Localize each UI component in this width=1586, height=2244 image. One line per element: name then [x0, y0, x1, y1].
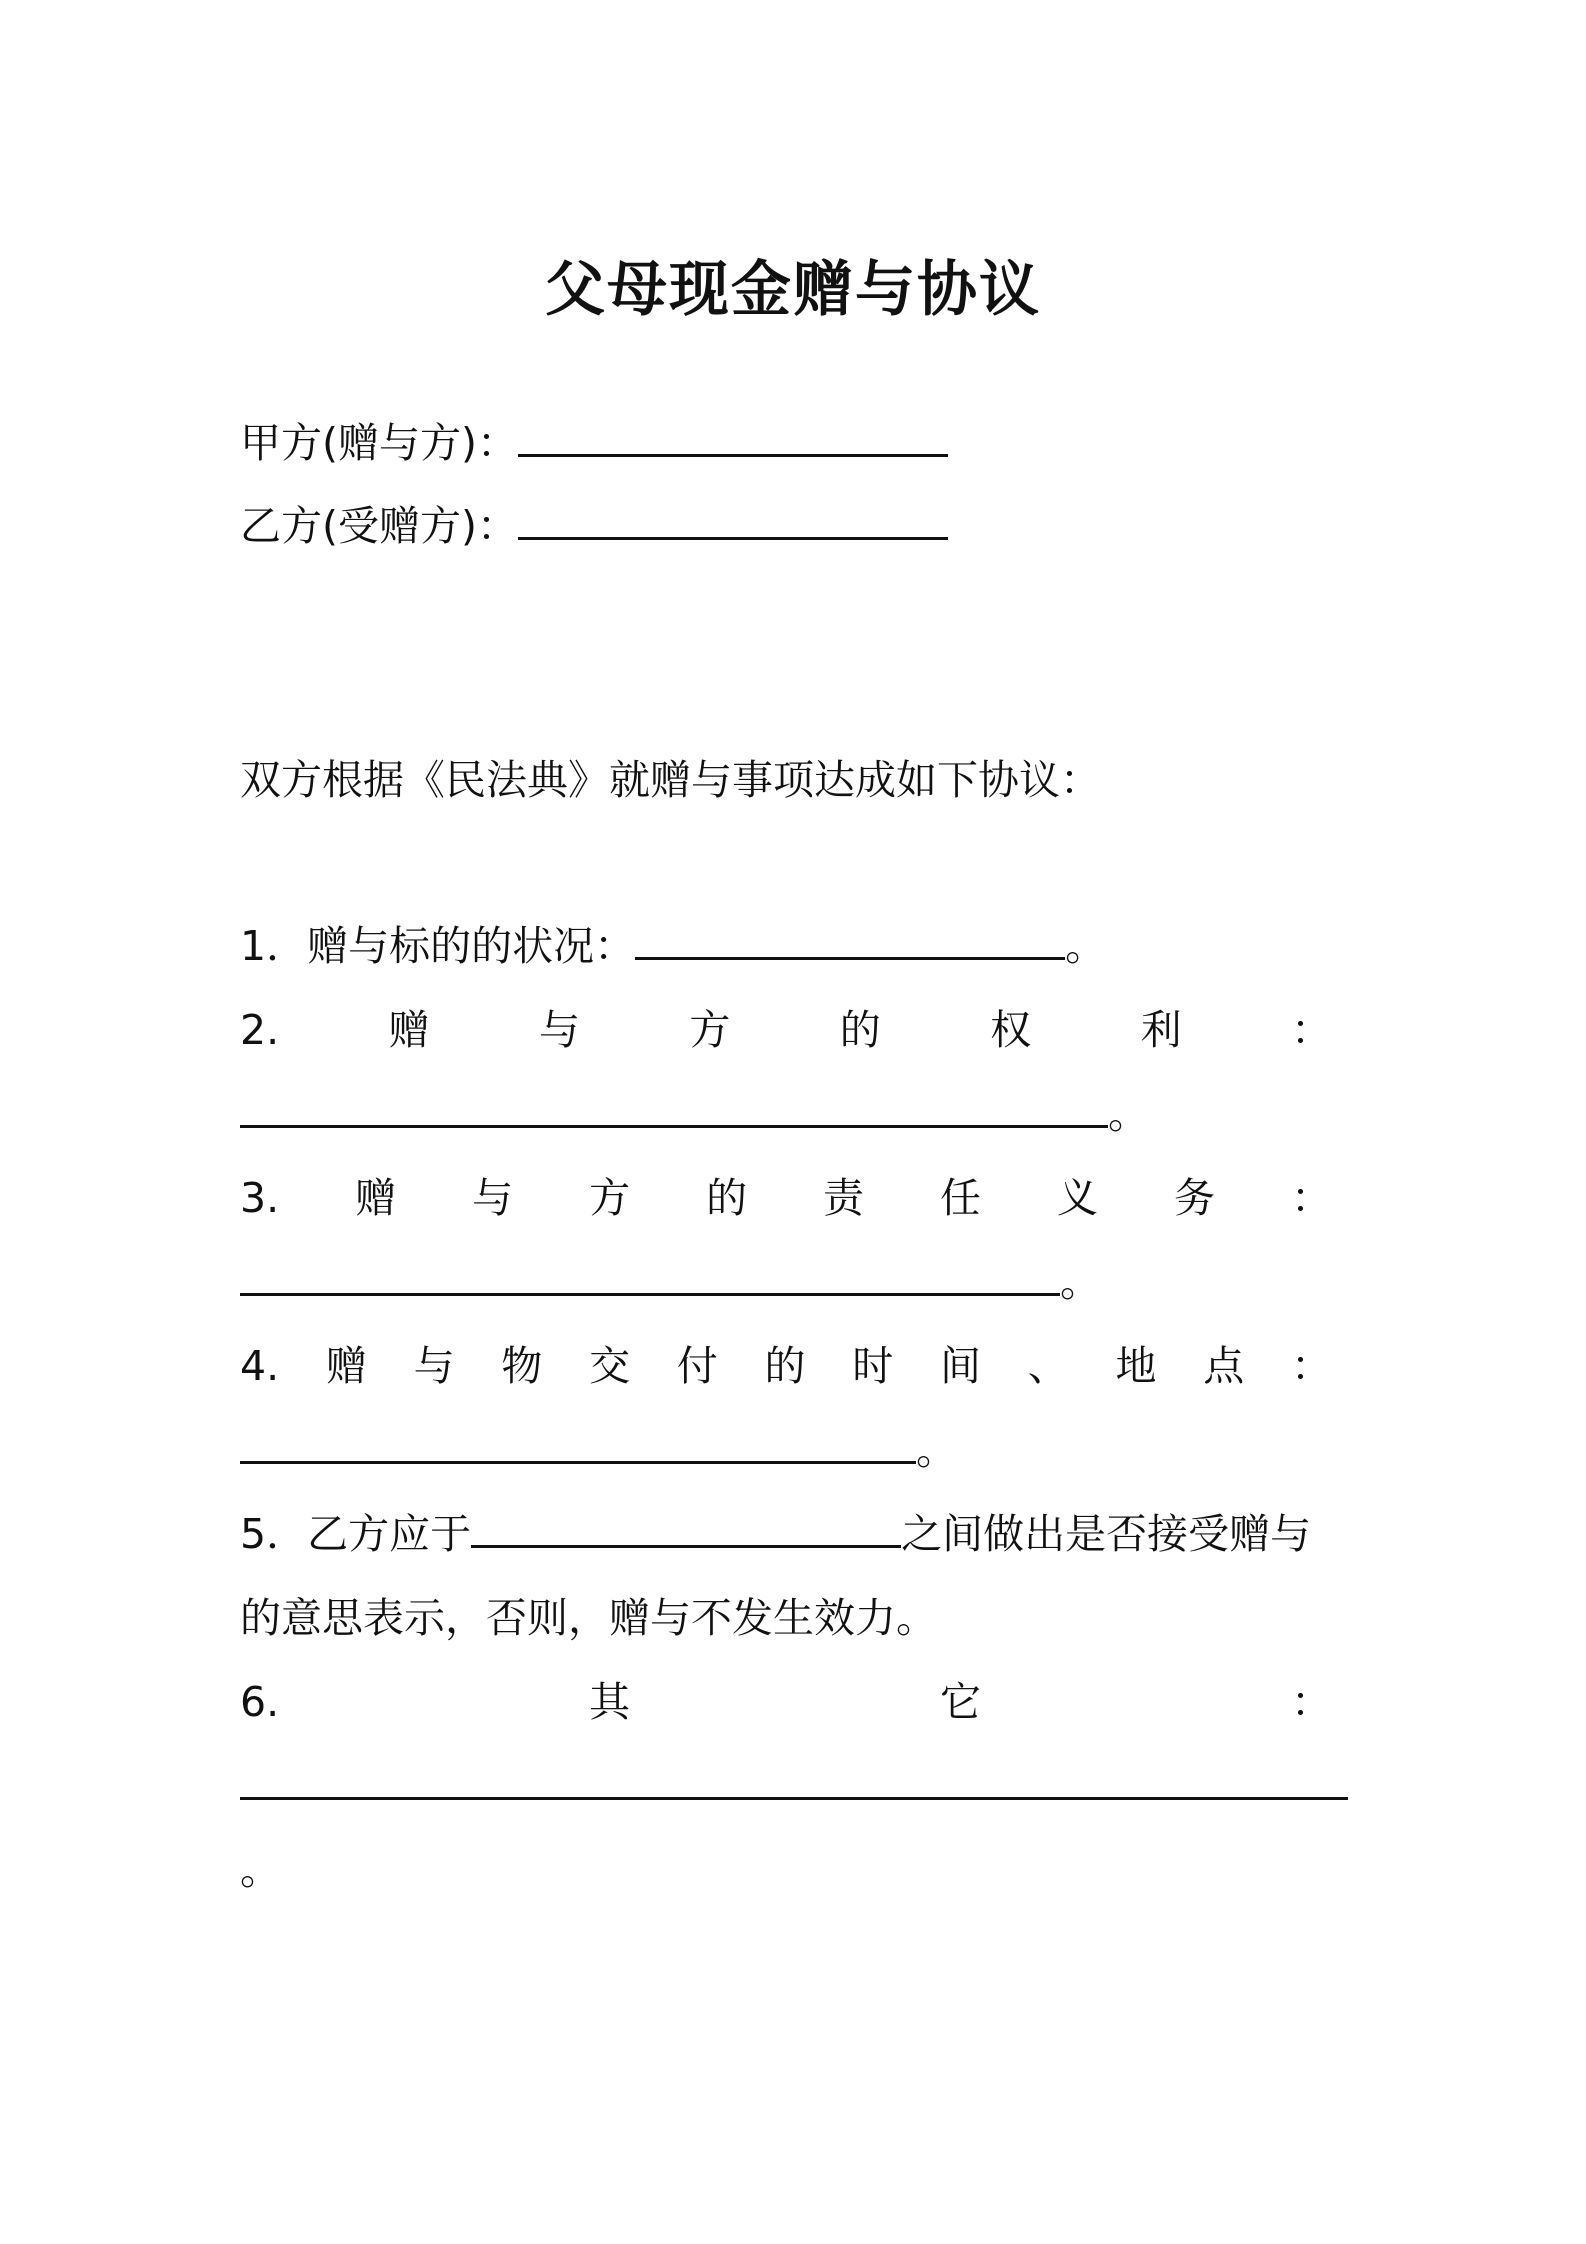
- item-1-end: 。: [1065, 922, 1107, 970]
- item-2-char: 与: [538, 1006, 580, 1054]
- item-5-suffix: 之间做出是否接受赠与: [901, 1510, 1312, 1558]
- item-4-char: 交: [589, 1342, 631, 1390]
- item-2-heading: [240, 1002, 1332, 1058]
- item-3-char: ：: [1290, 1174, 1332, 1222]
- party-a-line: [240, 415, 948, 471]
- item-4-char: 间: [940, 1342, 981, 1390]
- item-5-prefix: 5．乙方应于: [240, 1510, 472, 1558]
- item-1: [240, 918, 1106, 974]
- item-5-blank[interactable]: [471, 1543, 901, 1548]
- item-3-end: 。: [1060, 1258, 1101, 1306]
- item-2-char: 赠: [388, 1006, 430, 1054]
- party-a-label: 甲方(赠与方)：: [240, 419, 518, 467]
- item-4-char: 4.: [240, 1342, 280, 1390]
- item-5-line-2: 的意思表示，否则，赠与不发生效力。: [240, 1594, 937, 1642]
- item-2-end: 。: [1108, 1090, 1149, 1138]
- item-3-char: 3.: [240, 1174, 280, 1222]
- item-2-char: 的: [839, 1006, 881, 1054]
- item-1-blank[interactable]: [635, 955, 1065, 960]
- intro-text: 双方根据《民法典》就赠与事项达成如下协议：: [240, 756, 1101, 804]
- item-3-char: 义: [1057, 1174, 1099, 1222]
- item-6-answer: [240, 1758, 1348, 1814]
- item-6-end: 。: [240, 1846, 281, 1894]
- document-title: 父母现金赠与协议: [545, 255, 1041, 325]
- item-3-char: 责: [823, 1174, 865, 1222]
- item-4-char: 与: [413, 1342, 455, 1390]
- party-b-label: 乙方(受赠方)：: [240, 502, 518, 550]
- item-3-answer: [240, 1254, 1101, 1310]
- item-2-char: 利: [1140, 1006, 1182, 1054]
- item-3-char: 的: [706, 1174, 748, 1222]
- item-4-char: 付: [676, 1342, 718, 1390]
- item-4-char: 地: [1115, 1342, 1157, 1390]
- item-4-end: 。: [916, 1426, 957, 1474]
- item-2-char: 权: [990, 1006, 1032, 1054]
- item-6-char: ：: [1290, 1678, 1332, 1726]
- item-5-line-1: [240, 1506, 1311, 1562]
- item-6-char: 6.: [240, 1678, 280, 1726]
- party-a-blank[interactable]: [518, 452, 948, 457]
- item-1-label: 1．赠与标的的状况：: [240, 922, 636, 970]
- party-b-line: [240, 498, 948, 554]
- item-4-heading: [240, 1338, 1332, 1394]
- item-2-char: 方: [689, 1006, 731, 1054]
- item-2-char: ：: [1290, 1006, 1332, 1054]
- item-4-char: 、: [1027, 1342, 1069, 1390]
- item-4-answer: [240, 1422, 957, 1478]
- item-2-blank[interactable]: [240, 1123, 1108, 1128]
- item-6-char: 它: [940, 1678, 982, 1726]
- item-6-blank[interactable]: [240, 1795, 1348, 1800]
- item-3-heading: [240, 1170, 1332, 1226]
- item-6-heading: [240, 1674, 1332, 1730]
- item-3-char: 务: [1174, 1174, 1215, 1222]
- item-3-char: 方: [589, 1174, 631, 1222]
- item-3-char: 与: [472, 1174, 514, 1222]
- item-4-blank[interactable]: [240, 1459, 916, 1464]
- item-4-char: ：: [1290, 1342, 1332, 1390]
- item-4-char: 时: [852, 1342, 894, 1390]
- item-4-char: 点: [1203, 1342, 1245, 1390]
- item-2-char: 2.: [240, 1006, 280, 1054]
- item-6-char: 其: [589, 1678, 631, 1726]
- item-4-char: 物: [501, 1342, 543, 1390]
- item-2-answer: [240, 1086, 1149, 1142]
- party-b-blank[interactable]: [518, 535, 948, 540]
- item-3-char: 任: [940, 1174, 982, 1222]
- item-4-char: 赠: [325, 1342, 367, 1390]
- item-3-char: 赠: [355, 1174, 397, 1222]
- item-4-char: 的: [764, 1342, 806, 1390]
- item-3-blank[interactable]: [240, 1291, 1060, 1296]
